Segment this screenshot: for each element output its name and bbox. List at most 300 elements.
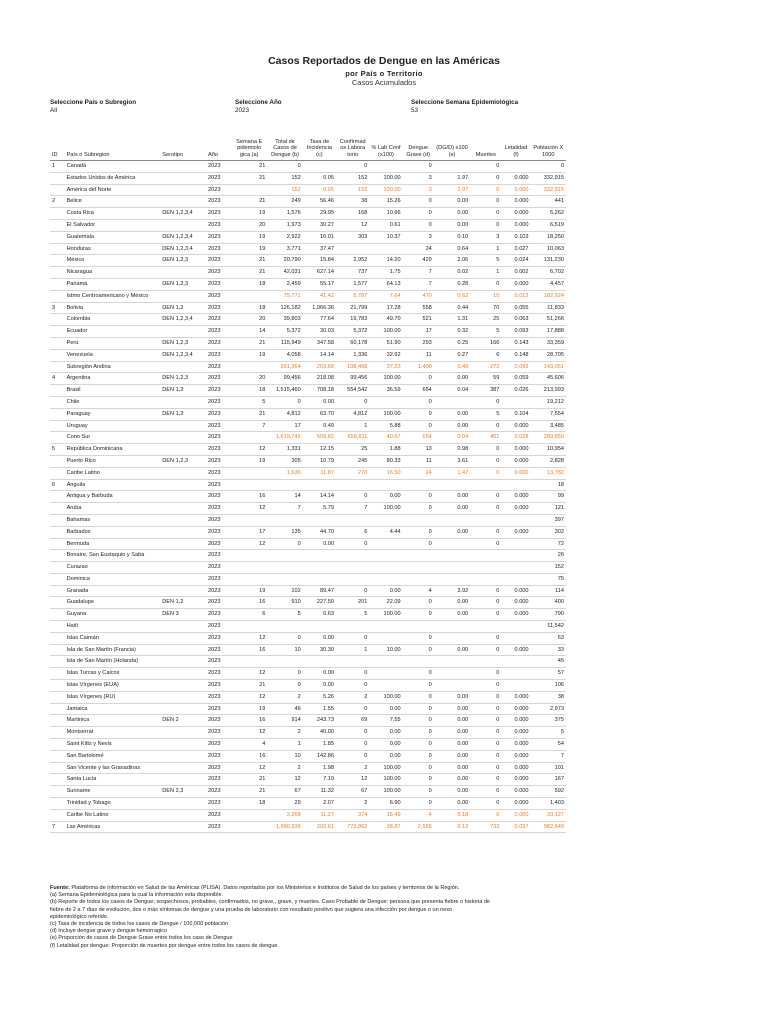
- cell-sem: [231, 562, 267, 574]
- cell-anio: 2023: [206, 208, 231, 220]
- cell-sero: [160, 361, 206, 373]
- cell-sem: 4: [231, 739, 267, 751]
- cell-pais: América del Norte: [65, 184, 161, 196]
- cell-pais: Bolivia: [65, 302, 161, 314]
- table-row: [50, 444, 566, 456]
- cell-tasa: 0.05: [303, 172, 336, 184]
- cell-conf: 168: [336, 208, 369, 220]
- cell-dg: 0.00: [434, 774, 470, 786]
- cell-pais: Bermuda: [65, 538, 161, 550]
- cell-muertes: 25: [470, 314, 501, 326]
- cell-total: [267, 621, 302, 633]
- cell-conf: 554,542: [336, 385, 369, 397]
- footnote-text: (c) Tasa de incidencia de todos los casos de Dengue / 100,000 población: [50, 921, 229, 928]
- cell-sem: 12: [231, 632, 267, 644]
- cell-pais: Argentina: [65, 373, 161, 385]
- cell-tasa: 7.19: [303, 774, 336, 786]
- cell-pct: 10.00: [369, 644, 402, 656]
- cell-conf: 1: [336, 644, 369, 656]
- table-row: [50, 644, 566, 656]
- cell-pob: 143,051: [531, 361, 566, 373]
- cell-anio: 2023: [206, 562, 231, 574]
- cell-pais: Saint Kitts y Nevis: [65, 739, 161, 751]
- cell-muertes: 3: [470, 231, 501, 243]
- country-selector-value[interactable]: All: [50, 107, 57, 114]
- cell-muertes: 5: [470, 255, 501, 267]
- cell-id: [50, 408, 65, 420]
- cell-tasa: 218.08: [303, 373, 336, 385]
- table-row: [50, 680, 566, 692]
- table-row: [50, 703, 566, 715]
- cell-muertes: 0: [470, 715, 501, 727]
- cell-let: 0.037: [501, 821, 530, 833]
- cell-pais: San Vicente y las Granadinas: [65, 762, 161, 774]
- cell-pais: Islas Vírgenes (EUA): [65, 680, 161, 692]
- cell-tasa: 14.14: [303, 349, 336, 361]
- cell-id: [50, 538, 65, 550]
- cell-sero: [160, 290, 206, 302]
- cell-tasa: 5.26: [303, 691, 336, 703]
- cell-grave: 0: [403, 503, 434, 515]
- cell-id: [50, 550, 65, 562]
- cell-pob: 11,833: [531, 302, 566, 314]
- cell-id: [50, 809, 65, 821]
- cell-let: 0.000: [501, 798, 530, 810]
- footnote-line: [50, 928, 570, 935]
- cell-let: 0.000: [501, 585, 530, 597]
- cell-muertes: 0: [470, 727, 501, 739]
- cell-tasa: 89.47: [303, 585, 336, 597]
- cell-pais: Perú: [65, 337, 161, 349]
- cell-grave: 654: [403, 432, 434, 444]
- cell-pct: 10.66: [369, 208, 402, 220]
- cell-dg: 0.00: [434, 786, 470, 798]
- cell-let: 0.028: [501, 432, 530, 444]
- footnote-line: [50, 943, 570, 950]
- cell-tasa: 0.00: [303, 538, 336, 550]
- cell-pais: Paraguay: [65, 408, 161, 420]
- footnote-line: [50, 899, 570, 906]
- cell-id: [50, 739, 65, 751]
- cell-total: 1: [267, 739, 302, 751]
- cell-anio: 2023: [206, 337, 231, 349]
- cell-muertes: 5: [470, 326, 501, 338]
- cell-let: 0.000: [501, 644, 530, 656]
- subtotal-row: [50, 290, 566, 302]
- cell-grave: 0: [403, 196, 434, 208]
- week-selector[interactable]: [411, 99, 518, 115]
- cell-let: 0.000: [501, 691, 530, 703]
- cell-anio: 2023: [206, 798, 231, 810]
- cell-pct: [369, 550, 402, 562]
- cell-total: 291,364: [267, 361, 302, 373]
- cell-sem: 21: [231, 255, 267, 267]
- cell-total: [267, 656, 302, 668]
- cell-let: 0.000: [501, 491, 530, 503]
- cell-muertes: 0: [470, 585, 501, 597]
- cell-pob: 10,954: [531, 444, 566, 456]
- cell-id: [50, 798, 65, 810]
- year-selector-value[interactable]: 2023: [235, 107, 250, 114]
- cell-pob: 2,828: [531, 455, 566, 467]
- cell-id: 6: [50, 479, 65, 491]
- cell-sem: 18: [231, 798, 267, 810]
- cell-tasa: 77.64: [303, 314, 336, 326]
- cell-pct: 51.90: [369, 337, 402, 349]
- cell-anio: 2023: [206, 219, 231, 231]
- cell-grave: 470: [403, 290, 434, 302]
- cell-conf: 0: [336, 739, 369, 751]
- cell-conf: 2: [336, 798, 369, 810]
- cell-total: 46: [267, 703, 302, 715]
- cell-sero: [160, 750, 206, 762]
- cell-tasa: [303, 479, 336, 491]
- cell-pct: 10.37: [369, 231, 402, 243]
- cell-id: [50, 326, 65, 338]
- table-row: [50, 396, 566, 408]
- cell-pais: Jamaica: [65, 703, 161, 715]
- footnote-text: (d) Incluye dengue grave y dengue hemorragico: [50, 928, 168, 935]
- cell-let: 0.026: [501, 385, 530, 397]
- cell-id: 5: [50, 444, 65, 456]
- cell-anio: 2023: [206, 809, 231, 821]
- cell-conf: 152: [336, 172, 369, 184]
- cell-total: 910: [267, 597, 302, 609]
- cell-tasa: 243.73: [303, 715, 336, 727]
- table-row: [50, 219, 566, 231]
- cell-pob: 441: [531, 196, 566, 208]
- cell-total: 2: [267, 691, 302, 703]
- cell-sero: DEN 1,2,3,4: [160, 231, 206, 243]
- cell-grave: 24: [403, 467, 434, 479]
- cell-conf: 7: [336, 503, 369, 515]
- cell-muertes: 0: [470, 526, 501, 538]
- cell-tasa: 0.00: [303, 396, 336, 408]
- cell-grave: 0: [403, 632, 434, 644]
- cell-id: [50, 562, 65, 574]
- cell-dg: 0.00: [434, 750, 470, 762]
- cell-dg: [434, 668, 470, 680]
- subtotal-row: [50, 821, 566, 833]
- cell-pob: 182,924: [531, 290, 566, 302]
- cell-pob: 13,782: [531, 467, 566, 479]
- cell-anio: 2023: [206, 302, 231, 314]
- cell-id: 4: [50, 373, 65, 385]
- cell-muertes: 5: [470, 408, 501, 420]
- cell-pct: 7.55: [369, 715, 402, 727]
- cell-dg: [434, 632, 470, 644]
- cell-conf: 0: [336, 538, 369, 550]
- cell-tasa: 1,066.36: [303, 302, 336, 314]
- cell-sem: 21: [231, 680, 267, 692]
- cell-dg: 3.61: [434, 455, 470, 467]
- country-selector[interactable]: [50, 99, 136, 115]
- cell-pct: 7.64: [369, 290, 402, 302]
- cell-sero: [160, 326, 206, 338]
- cell-total: 1,636: [267, 467, 302, 479]
- cell-id: [50, 597, 65, 609]
- year-selector[interactable]: [235, 99, 282, 115]
- cell-total: 14: [267, 491, 302, 503]
- cell-grave: 13: [403, 444, 434, 456]
- cell-grave: 0: [403, 715, 434, 727]
- cell-grave: 0: [403, 644, 434, 656]
- cell-pct: [369, 668, 402, 680]
- cell-tasa: 0.49: [303, 420, 336, 432]
- cell-sem: 21: [231, 196, 267, 208]
- cell-dg: 0.00: [434, 491, 470, 503]
- cell-let: [501, 632, 530, 644]
- cell-id: [50, 691, 65, 703]
- cell-anio: 2023: [206, 373, 231, 385]
- cell-sero: [160, 467, 206, 479]
- cell-pct: 0.00: [369, 585, 402, 597]
- cell-anio: 2023: [206, 750, 231, 762]
- cell-total: 99,456: [267, 373, 302, 385]
- cell-sem: [231, 821, 267, 833]
- cell-let: 0.000: [501, 786, 530, 798]
- cell-pct: 16.50: [369, 467, 402, 479]
- cell-pob: 982,649: [531, 821, 566, 833]
- cell-let: 0.000: [501, 455, 530, 467]
- cell-muertes: 0: [470, 774, 501, 786]
- cell-sem: 12: [231, 668, 267, 680]
- cell-conf: 108,468: [336, 361, 369, 373]
- cell-sero: [160, 691, 206, 703]
- cell-pais: Ecuador: [65, 326, 161, 338]
- cell-grave: 17: [403, 326, 434, 338]
- column-header-lab-confirmed: Confirmad os Labora torio: [336, 128, 369, 161]
- cell-total: 67: [267, 786, 302, 798]
- column-header-incidence: Tasa de Incidencia (c): [303, 128, 336, 161]
- cell-id: [50, 503, 65, 515]
- cell-pct: 100.00: [369, 408, 402, 420]
- cell-pais: Panamá: [65, 278, 161, 290]
- cell-pct: 0.00: [369, 739, 402, 751]
- cell-conf: 2,952: [336, 255, 369, 267]
- cell-let: [501, 550, 530, 562]
- cell-pct: 100.00: [369, 609, 402, 621]
- cell-tasa: 227.50: [303, 597, 336, 609]
- cell-tasa: 1.98: [303, 762, 336, 774]
- cell-dg: 0.00: [434, 739, 470, 751]
- cell-sero: DEN 2: [160, 715, 206, 727]
- cell-id: 2: [50, 196, 65, 208]
- cell-let: 0.143: [501, 337, 530, 349]
- cell-let: 0.002: [501, 267, 530, 279]
- cell-total: 5,372: [267, 326, 302, 338]
- cell-sero: [160, 184, 206, 196]
- cell-pais: Caribe No Latino: [65, 809, 161, 821]
- cell-dg: [434, 479, 470, 491]
- cell-total: 4,058: [267, 349, 302, 361]
- cell-pais: Subregión Andina: [65, 361, 161, 373]
- cell-conf: 374: [336, 809, 369, 821]
- cell-dg: [434, 550, 470, 562]
- cell-pob: 45,606: [531, 373, 566, 385]
- cell-tasa: 347.58: [303, 337, 336, 349]
- cell-sero: [160, 420, 206, 432]
- subtotal-row: [50, 467, 566, 479]
- cell-pais: República Dominicana: [65, 444, 161, 456]
- cell-anio: 2023: [206, 385, 231, 397]
- cell-muertes: 59: [470, 373, 501, 385]
- cell-conf: 0: [336, 161, 369, 173]
- cell-total: 1,973: [267, 219, 302, 231]
- cell-tasa: 0.00: [303, 668, 336, 680]
- cell-id: [50, 314, 65, 326]
- cell-tasa: 44.70: [303, 526, 336, 538]
- cell-sem: [231, 809, 267, 821]
- footnote-text: (e) Proporción de casos de Dengue Grave entre todos los caso de Dengue: [50, 935, 233, 942]
- cell-pct: 100.00: [369, 326, 402, 338]
- cell-let: [501, 668, 530, 680]
- cell-muertes: [470, 656, 501, 668]
- cell-id: [50, 715, 65, 727]
- table-row: [50, 514, 566, 526]
- cell-pct: 100.00: [369, 762, 402, 774]
- cell-tasa: 30.30: [303, 644, 336, 656]
- cell-total: 1,576: [267, 208, 302, 220]
- cell-pct: 64.13: [369, 278, 402, 290]
- cell-tasa: 14.14: [303, 491, 336, 503]
- cell-anio: 2023: [206, 774, 231, 786]
- cell-muertes: 0: [470, 208, 501, 220]
- cell-conf: [336, 656, 369, 668]
- cell-sem: 21: [231, 161, 267, 173]
- cell-total: 29: [267, 798, 302, 810]
- page-subtitle: por País o Territorio: [345, 69, 423, 78]
- cell-sem: 20: [231, 373, 267, 385]
- cell-conf: 2: [336, 691, 369, 703]
- cell-let: 0.104: [501, 408, 530, 420]
- cell-sero: [160, 809, 206, 821]
- cell-sem: 18: [231, 302, 267, 314]
- cell-sem: [231, 184, 267, 196]
- cell-grave: 2,555: [403, 821, 434, 833]
- cell-anio: 2023: [206, 503, 231, 515]
- table-row: [50, 503, 566, 515]
- cell-muertes: 0: [470, 219, 501, 231]
- cell-id: [50, 656, 65, 668]
- cell-id: [50, 420, 65, 432]
- cell-pct: 6.90: [369, 798, 402, 810]
- cell-pob: 592: [531, 786, 566, 798]
- dengue-cases-table: [50, 128, 566, 833]
- cell-pob: 17,888: [531, 326, 566, 338]
- cell-muertes: 0: [470, 444, 501, 456]
- cell-pob: 375: [531, 715, 566, 727]
- cell-muertes: 0: [470, 420, 501, 432]
- cell-id: [50, 668, 65, 680]
- cell-tasa: 12.15: [303, 444, 336, 456]
- cell-conf: 69: [336, 715, 369, 727]
- cell-dg: 0.00: [434, 715, 470, 727]
- cell-total: 2,459: [267, 278, 302, 290]
- cell-conf: 0: [336, 680, 369, 692]
- table-row: [50, 798, 566, 810]
- cell-sero: [160, 267, 206, 279]
- cell-conf: [336, 479, 369, 491]
- cell-muertes: 0: [470, 739, 501, 751]
- cell-conf: 245: [336, 455, 369, 467]
- cell-sem: 19: [231, 231, 267, 243]
- cell-conf: 773,862: [336, 821, 369, 833]
- cell-pais: Montserrat: [65, 727, 161, 739]
- subtotal-row: [50, 184, 566, 196]
- cell-total: 1,619,745: [267, 432, 302, 444]
- cell-total: 0: [267, 161, 302, 173]
- cell-conf: 67: [336, 786, 369, 798]
- cell-pob: 6,519: [531, 219, 566, 231]
- column-header-week: Semana E pidemiolo gica (a): [231, 128, 267, 161]
- cell-muertes: 0: [470, 467, 501, 479]
- footnotes: [50, 885, 570, 950]
- cell-pob: 72: [531, 538, 566, 550]
- cell-id: [50, 585, 65, 597]
- cell-grave: 0: [403, 208, 434, 220]
- cell-id: [50, 774, 65, 786]
- table-row: [50, 538, 566, 550]
- cell-pob: 289,850: [531, 432, 566, 444]
- cell-total: 102: [267, 585, 302, 597]
- cell-anio: 2023: [206, 585, 231, 597]
- cell-sem: 12: [231, 503, 267, 515]
- cell-let: 0.000: [501, 184, 530, 196]
- cell-pct: 0.00: [369, 491, 402, 503]
- cell-grave: [403, 479, 434, 491]
- cell-pais: Haití: [65, 621, 161, 633]
- cell-pct: [369, 656, 402, 668]
- cell-conf: 303: [336, 231, 369, 243]
- cell-let: 0.000: [501, 739, 530, 751]
- cell-anio: 2023: [206, 609, 231, 621]
- cell-pob: 7: [531, 750, 566, 762]
- cell-tasa: 1.85: [303, 739, 336, 751]
- cell-dg: 0.32: [434, 326, 470, 338]
- table-row: [50, 491, 566, 503]
- cell-grave: 0: [403, 739, 434, 751]
- table-row: [50, 479, 566, 491]
- cell-conf: 21,799: [336, 302, 369, 314]
- cell-dg: 0.00: [434, 798, 470, 810]
- cell-anio: 2023: [206, 597, 231, 609]
- cell-pob: 75: [531, 573, 566, 585]
- cell-grave: 0: [403, 691, 434, 703]
- cell-tasa: 37.47: [303, 243, 336, 255]
- table-row: [50, 762, 566, 774]
- table-row: [50, 420, 566, 432]
- cell-pct: 100.00: [369, 691, 402, 703]
- column-header-deaths: Muertes: [470, 128, 501, 161]
- cell-anio: 2023: [206, 432, 231, 444]
- cell-conf: [336, 621, 369, 633]
- cell-anio: 2023: [206, 644, 231, 656]
- cell-sero: [160, 656, 206, 668]
- cell-grave: 0: [403, 727, 434, 739]
- cell-anio: 2023: [206, 786, 231, 798]
- cell-sero: [160, 680, 206, 692]
- week-selector-value[interactable]: 53: [411, 107, 419, 114]
- cell-pct: [369, 632, 402, 644]
- cell-anio: 2023: [206, 396, 231, 408]
- cell-dg: 0.00: [434, 597, 470, 609]
- cell-tasa: [303, 656, 336, 668]
- cell-sero: [160, 444, 206, 456]
- table-row: [50, 727, 566, 739]
- cell-grave: 429: [403, 255, 434, 267]
- cell-anio: 2023: [206, 526, 231, 538]
